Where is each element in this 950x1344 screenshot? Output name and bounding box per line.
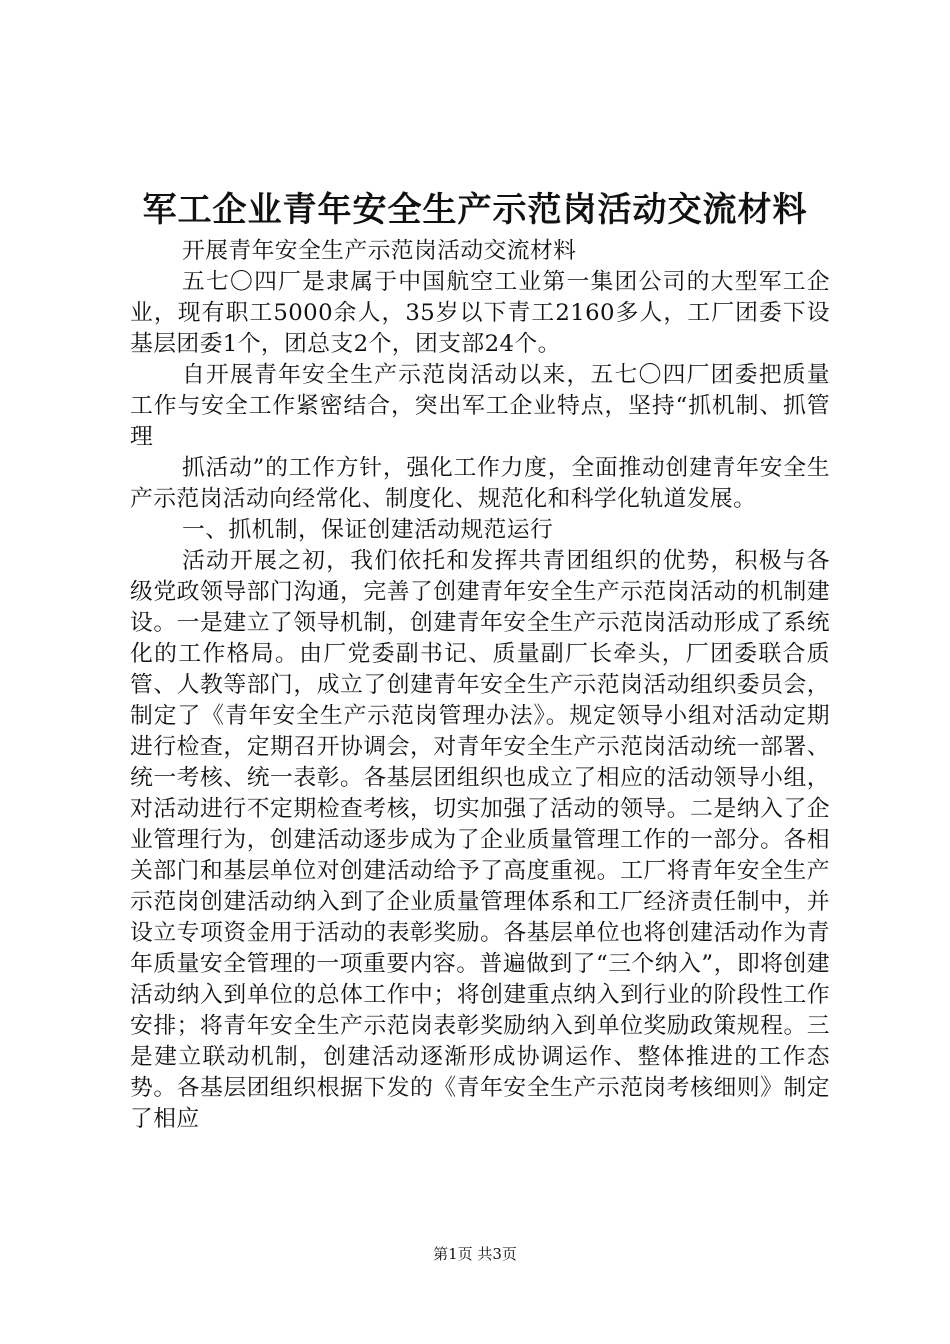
paragraph: 活动开展之初，我们依托和发挥共青团组织的优势，积极与各级党政领导部门沟通，完善了创建青年安全生产示范岗活动的机制建设。一是建立了领导机制，创建青年安全生产示范岗活动形成了系统化的工作格局。由厂党委副书记、质量副厂长牵头，厂团委联合质管、人教等部门，成立了创建青年安全生产示范岗活动组织委员会，制定了《青年安全生产示范岗管理办法》。规定领导小组对活动定期进行检查，定期召开协调会，对青年安全生产示范岗活动统一部署、统一考核、统一表彰。各基层团组织也成立了相应的活动领导小组，对活动进行不定期检查考核，切实加强了活动的领导。二是纳入了企业管理行为，创建活动逐步成为了企业质量管理工作的一部分。各相关部门和基层单位对创建活动给予了高度重视。工厂将青年安全生产示范岗创建活动纳入到了企业质量管理体系和工厂经济责任制中，并设立专项资金用于活动的表彰奖励。各基层单位也将创建活动作为青年质量安全管理的一项重要内容。普遍做到了“三个纳入”，即将创建活动纳入到单位的总体工作中；将创建重点纳入到行业的阶段性工作安排；将青年安全生产示范岗表彰奖励纳入到单位奖励政策规程。三是建立联动机制，创建活动逐渐形成协调运作、整体推进的工作态势。各基层团组织根据下发的《青年安全生产示范岗考核细则》制定了相应 — [130, 548, 830, 1132]
paragraph-subtitle: 开展青年安全生产示范岗活动交流材料 — [182, 238, 577, 264]
document-body — [130, 236, 830, 1135]
document-title: 军工企业青年安全生产示范岗活动交流材料 — [142, 190, 808, 230]
paragraph: 五七〇四厂是隶属于中国航空工业第一集团公司的大型军工企业，现有职工5000余人，35岁以下青工2160多人，工厂团委下设基层团委1个，团总支2个，团支部24个。 — [130, 269, 830, 357]
paragraph: 抓活动”的工作方针，强化工作力度，全面推动创建青年安全生产示范岗活动向经常化、制度化、规范化和科学化轨道发展。 — [130, 455, 830, 512]
section-heading: 一、抓机制，保证创建活动规范运行 — [182, 517, 554, 543]
paragraph: 自开展青年安全生产示范岗活动以来，五七〇四厂团委把质量工作与安全工作紧密结合，突出军工企业特点，坚持“抓机制、抓管理 — [130, 362, 830, 450]
page-footer: 第1页 共3页 — [433, 1245, 517, 1263]
